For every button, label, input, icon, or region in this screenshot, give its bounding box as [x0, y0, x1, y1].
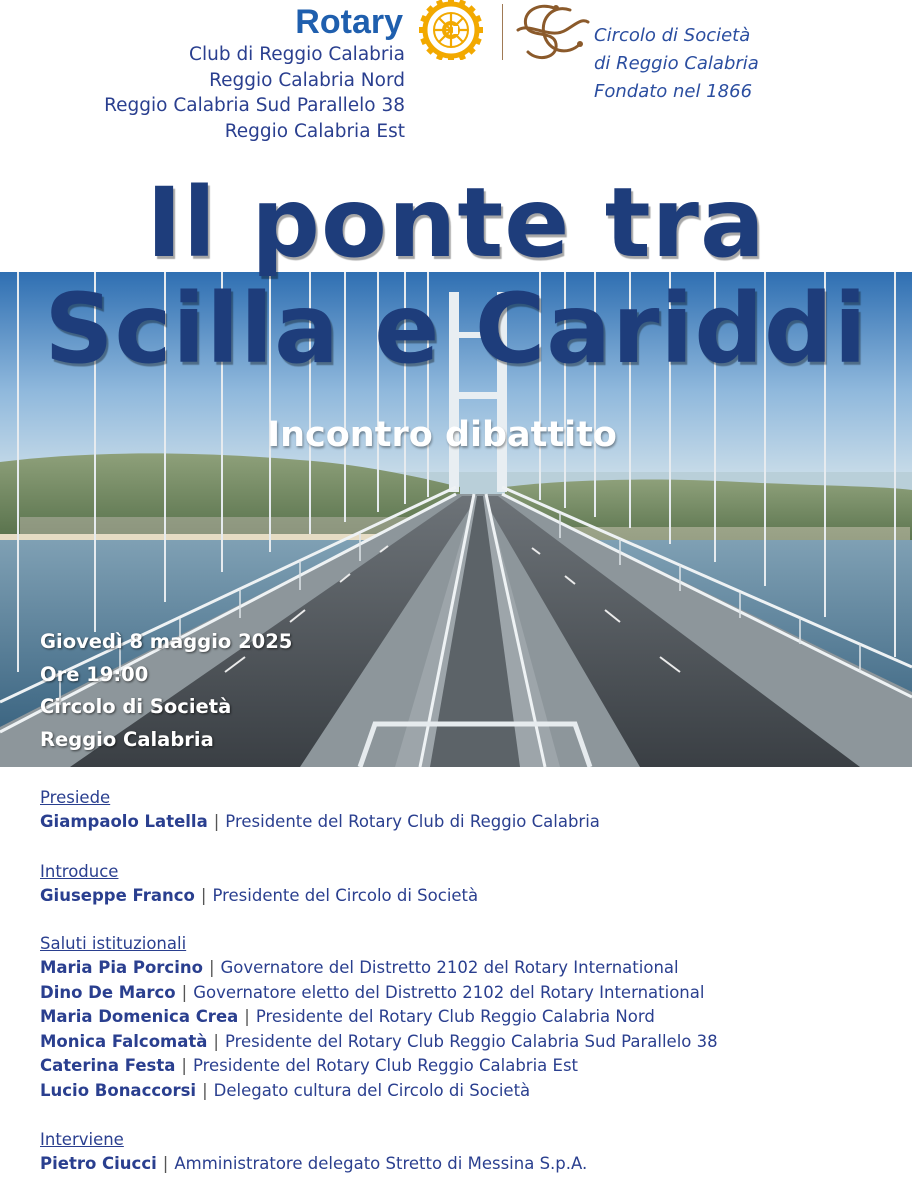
speaker-role: Presidente del Rotary Club Reggio Calabria Sud Parallelo 38: [224, 1031, 718, 1051]
rotary-wordmark: Rotary: [295, 3, 403, 41]
header-divider: [502, 4, 503, 60]
event-date: Giovedì 8 maggio 2025: [40, 630, 293, 653]
speaker-row: [40, 1054, 900, 1079]
speaker-role: Amministratore delegato Stretto di Messina S.p.A.: [174, 1154, 588, 1173]
separator: |: [181, 982, 188, 1002]
speaker-row: [40, 1005, 900, 1030]
event-venue: Circolo di Società: [40, 695, 232, 718]
speaker-role: Presidente del Circolo di Società: [212, 885, 479, 905]
rotary-wheel-icon: [412, 0, 490, 60]
speaker-role: Presidente del Rotary Club Reggio Calabria Nord: [255, 1007, 655, 1026]
separator: |: [244, 1007, 250, 1026]
rotary-club-list: [60, 42, 405, 144]
speaker-role: Governatore eletto del Distretto 2102 del Rotary International: [193, 982, 705, 1002]
speaker-role: Presidente del Rotary Club Reggio Calabria Est: [192, 1056, 579, 1075]
separator: |: [202, 1080, 208, 1100]
speaker-role: Governatore del Distretto 2102 del Rotary International: [220, 958, 679, 977]
separator: |: [208, 958, 215, 977]
separator: |: [213, 812, 220, 831]
rotary-club-line: Reggio Calabria Sud Parallelo 38: [104, 95, 405, 116]
speaker-name: Dino De Marco: [40, 982, 176, 1002]
program: [40, 786, 900, 1177]
circolo-line: di Reggio Calabria: [594, 53, 759, 74]
rotary-header: [60, 2, 405, 144]
event-time: Ore 19:00: [40, 662, 149, 686]
speaker-name: Maria Pia Porcino: [40, 958, 203, 977]
separator: |: [162, 1154, 169, 1173]
section-presiede: [40, 786, 900, 835]
rotary-club-line: Reggio Calabria Est: [224, 120, 405, 142]
speaker-name: Lucio Bonaccorsi: [40, 1080, 197, 1100]
speaker-row: [40, 1152, 900, 1177]
speaker-row: [40, 810, 900, 835]
speaker-name: Caterina Festa: [40, 1056, 176, 1075]
speaker-name: Monica Falcomatà: [40, 1031, 208, 1051]
section-interviene: [40, 1128, 900, 1177]
speaker-role: Presidente del Rotary Club di Reggio Calabria: [225, 812, 600, 831]
speaker-name: Giampaolo Latella: [40, 812, 208, 831]
circolo-monogram-logo: [510, 0, 594, 66]
speaker-row: [40, 956, 900, 981]
speaker-name: Maria Domenica Crea: [40, 1007, 239, 1026]
page-title-line-1: Il ponte tra: [146, 167, 766, 279]
circolo-line: Circolo di Società: [594, 25, 751, 46]
page-title-line-2: Scilla e Cariddi: [44, 273, 868, 385]
page-subtitle: Incontro dibattito: [267, 415, 617, 455]
rotary-club-line: Club di Reggio Calabria: [189, 44, 405, 65]
speaker-row: [40, 884, 900, 909]
circolo-header: [594, 22, 824, 106]
rotary-club-line: Reggio Calabria Nord: [209, 69, 405, 91]
separator: |: [181, 1056, 187, 1075]
circolo-line: Fondato nel 1866: [594, 81, 753, 102]
speaker-name: Giuseppe Franco: [40, 885, 195, 905]
speaker-name: Pietro Ciucci: [40, 1154, 157, 1173]
separator: |: [200, 885, 207, 905]
section-introduce: [40, 860, 900, 909]
section-title: Introduce: [40, 861, 119, 881]
section-title: Saluti istituzionali: [40, 934, 187, 953]
separator: |: [213, 1031, 219, 1051]
event-city: Reggio Calabria: [40, 727, 214, 751]
section-saluti: [40, 932, 900, 1103]
speaker-role: Delegato cultura del Circolo di Società: [213, 1080, 531, 1100]
event-info: [40, 626, 292, 756]
speaker-row: [40, 981, 900, 1006]
speaker-row: [40, 1030, 900, 1055]
speaker-row: [40, 1079, 900, 1104]
section-title: Presiede: [40, 788, 111, 807]
section-title: Interviene: [40, 1130, 124, 1149]
